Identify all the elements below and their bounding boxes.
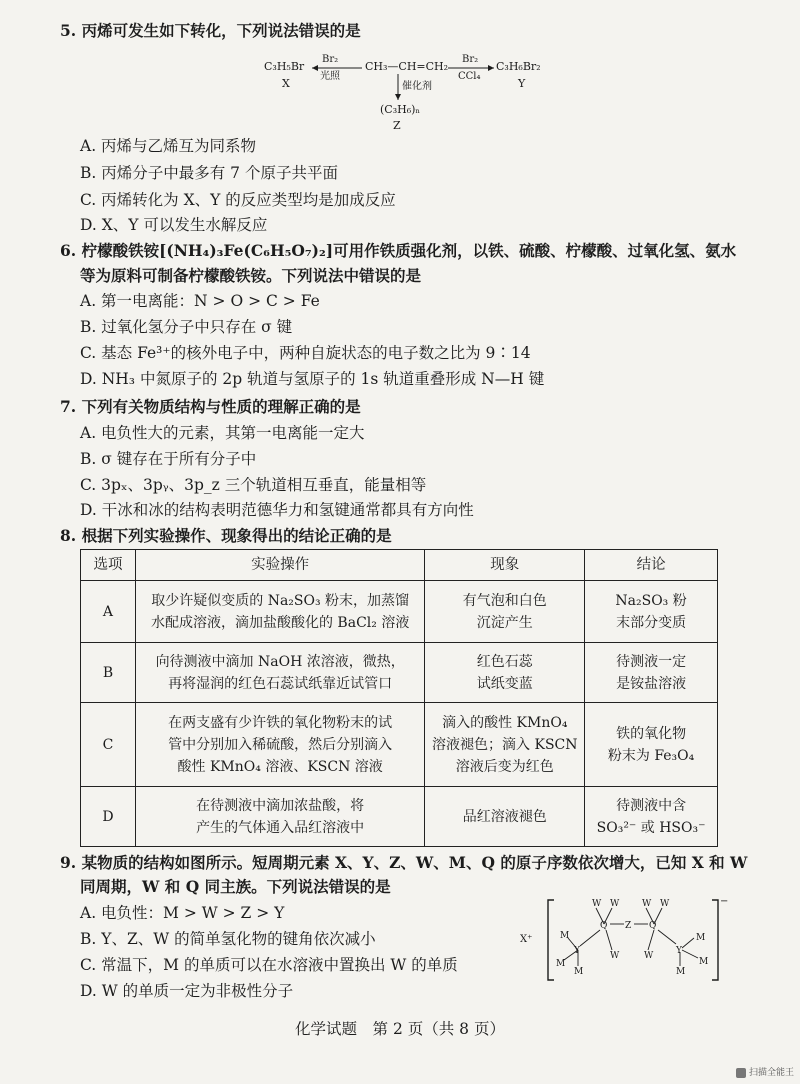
cell-line: 在待测液中滴加浓盐酸，将 <box>196 797 365 814</box>
cell-line: 粉末为 Fe₃O₄ <box>607 747 695 764</box>
cell-line: Na₂SO₃ 粉 <box>615 592 687 609</box>
atom-label: W <box>610 899 620 909</box>
cell-line: 管中分别加入稀硫酸，然后分别滴入 <box>168 736 393 753</box>
q6-stem-line1: 6. 柠檬酸铁铵[(NH₄)₃Fe(C₆H₅O₇)₂]可用作铁质强化剂，以铁、硫酸、柠檬酸、过氧化氢、氨水 <box>60 241 737 260</box>
cell-line: 再将湿润的红色石蕊试纸靠近试管口 <box>168 675 393 692</box>
cell-line: 是铵盐溶液 <box>616 675 687 692</box>
q8-row-c-conclusion <box>585 703 718 787</box>
q5-option-c: C. 丙烯转化为 X、Y 的反应类型均是加成反应 <box>80 191 396 209</box>
q8-row-a-operation <box>135 581 424 643</box>
q5-option-d: D. X、Y 可以发生水解反应 <box>80 216 268 234</box>
q8-row-c-option: C <box>81 703 136 787</box>
q9-structure-diagram <box>516 894 732 986</box>
q6-stem-line2: 等为原料可制备柠檬酸铁铵。下列说法中错误的是 <box>80 266 422 285</box>
cell-line: 滴入的酸性 KMnO₄ <box>442 714 568 731</box>
q9-option-d: D. W 的单质一定为非极性分子 <box>80 982 294 1000</box>
q5-right-label: Y <box>518 77 526 90</box>
q6-option-b: B. 过氧化氢分子中只存在 σ 键 <box>80 318 293 336</box>
cell-line: 向待测液中滴加 NaOH 浓溶液，微热， <box>155 653 405 670</box>
cell-line: 品红溶液褪色 <box>462 808 547 825</box>
atom-label: Q <box>649 921 657 931</box>
q8-header-conclusion: 结论 <box>585 550 718 581</box>
q8-row-c-phenomenon <box>425 703 585 787</box>
q8-experiment-table <box>80 549 718 847</box>
q5-right-reagent-bottom: CCl₄ <box>458 71 481 82</box>
table-row <box>81 787 718 847</box>
cell-line: 红色石蕊 <box>476 653 533 670</box>
q8-row-b-conclusion <box>585 643 718 703</box>
q5-down-reagent: 催化剂 <box>402 81 432 92</box>
scanner-watermark <box>736 1065 794 1078</box>
cell-line: 产生的气体通入品红溶液中 <box>196 819 365 836</box>
q8-row-c-operation <box>135 703 424 787</box>
q8-stem: 8. 根据下列实验操作、现象得出的结论正确的是 <box>60 526 392 545</box>
q6-option-a: A. 第一电离能：N > O > C > Fe <box>80 292 320 310</box>
q5-down-label: Z <box>393 119 401 132</box>
q9-stem-line2: 同周期，W 和 Q 同主族。下列说法错误的是 <box>80 877 391 896</box>
cell-line: 酸性 KMnO₄ 溶液、KSCN 溶液 <box>177 758 383 775</box>
q5-left-label: X <box>282 77 290 90</box>
atom-label: Z <box>625 921 632 931</box>
q7-option-d: D. 干冰和冰的结构表明范德华力和氢键通常都具有方向性 <box>80 501 474 519</box>
cell-line: 沉淀产生 <box>476 614 533 631</box>
q9-option-b: B. Y、Z、W 的简单氢化物的键角依次减小 <box>80 930 376 948</box>
cell-line: 溶液褪色；滴入 KSCN <box>432 736 578 753</box>
q7-option-a: A. 电负性大的元素，其第一电离能一定大 <box>80 424 365 442</box>
q9-anion-charge: − <box>720 896 729 907</box>
atom-label: W <box>610 951 620 961</box>
cell-line: 铁的氧化物 <box>616 725 687 742</box>
table-row <box>81 581 718 643</box>
q6-option-d: D. NH₃ 中氮原子的 2p 轨道与氢原子的 1s 轨道重叠形成 N—H 键 <box>80 370 545 388</box>
q8-row-b-option: B <box>81 643 136 703</box>
q9-cation-label: X⁺ <box>520 934 533 945</box>
q9-stem-line1: 9. 某物质的结构如图所示。短周期元素 X、Y、Z、W、M、Q 的原子序数依次增大，已知 X 和 W <box>60 853 748 872</box>
atom-label: W <box>644 951 654 961</box>
atom-label: Y <box>676 946 682 956</box>
q5-left-reagent-bottom: 光照 <box>320 71 340 82</box>
q8-row-b-operation <box>135 643 424 703</box>
atom-label: M <box>560 931 570 941</box>
atom-label: W <box>592 899 602 909</box>
q8-row-d-operation <box>135 787 424 847</box>
q5-option-b: B. 丙烯分子中最多有 7 个原子共平面 <box>80 164 338 182</box>
q5-stem: 5. 丙烯可发生如下转化，下列说法错误的是 <box>60 21 361 40</box>
q8-row-d-phenomenon <box>425 787 585 847</box>
q5-option-a: A. 丙烯与乙烯互为同系物 <box>80 137 257 155</box>
q8-row-a-option: A <box>81 581 136 643</box>
q5-reaction-scheme <box>250 42 570 134</box>
q8-row-b-phenomenon <box>425 643 585 703</box>
page-footer: 化学试题 第 2 页（共 8 页） <box>295 1020 505 1038</box>
atom-label: M <box>676 967 686 977</box>
table-row <box>81 703 718 787</box>
q8-header-operation: 实验操作 <box>135 550 424 581</box>
q5-down-product: (C₃H₆)ₙ <box>380 103 421 116</box>
cell-line: 待测液中含 <box>616 797 687 814</box>
cell-line: SO₃²⁻ 或 HSO₃⁻ <box>596 819 706 836</box>
cell-line: 取少许疑似变质的 Na₂SO₃ 粉末，加蒸馏 <box>151 592 410 609</box>
q8-row-d-conclusion <box>585 787 718 847</box>
cell-line: 溶液后变为红色 <box>455 758 554 775</box>
q7-option-c: C. 3pₓ、3pᵧ、3p_z 三个轨道相互垂直，能量相等 <box>80 476 427 494</box>
cell-line: 待测液一定 <box>616 653 687 670</box>
table-row <box>81 643 718 703</box>
q5-left-product: C₃H₅Br <box>264 60 305 73</box>
q5-right-product: C₃H₆Br₂ <box>496 60 541 73</box>
q8-table-header <box>81 550 718 581</box>
q7-option-b: B. σ 键存在于所有分子中 <box>80 450 257 468</box>
cell-line: 有气泡和白色 <box>462 592 547 609</box>
atom-label: W <box>660 899 670 909</box>
atom-label: M <box>556 959 566 969</box>
q5-center-molecule: CH₃—CH=CH₂ <box>365 60 449 73</box>
q6-option-c: C. 基态 Fe³⁺的核外电子中，两种自旋状态的电子数之比为 9∶14 <box>80 344 531 362</box>
scanner-logo-icon <box>736 1068 746 1078</box>
q8-row-a-conclusion <box>585 581 718 643</box>
q8-row-a-phenomenon <box>425 581 585 643</box>
q5-left-reagent-top: Br₂ <box>322 54 339 65</box>
q9-option-a: A. 电负性：M > W > Z > Y <box>80 904 285 922</box>
q9-structure-atoms <box>556 899 708 977</box>
q5-right-reagent-top: Br₂ <box>462 54 479 65</box>
atom-label: M <box>699 957 709 967</box>
cell-line: 末部分变质 <box>616 614 687 631</box>
atom-label: M <box>574 967 584 977</box>
q9-option-c: C. 常温下，M 的单质可以在水溶液中置换出 W 的单质 <box>80 956 458 974</box>
cell-line: 在两支盛有少许铁的氧化物粉末的试 <box>168 714 393 731</box>
q7-stem: 7. 下列有关物质结构与性质的理解正确的是 <box>60 397 361 416</box>
q8-header-phenomenon: 现象 <box>425 550 585 581</box>
q8-row-d-option: D <box>81 787 136 847</box>
atom-label: W <box>642 899 652 909</box>
cell-line: 试纸变蓝 <box>476 675 533 692</box>
q8-header-option: 选项 <box>81 550 136 581</box>
atom-label: Y <box>574 946 580 956</box>
atom-label: Q <box>600 921 608 931</box>
atom-label: M <box>696 933 706 943</box>
scanner-watermark-text: 扫描全能王 <box>748 1068 794 1078</box>
cell-line: 水配成溶液，滴加盐酸酸化的 BaCl₂ 溶液 <box>150 614 410 631</box>
